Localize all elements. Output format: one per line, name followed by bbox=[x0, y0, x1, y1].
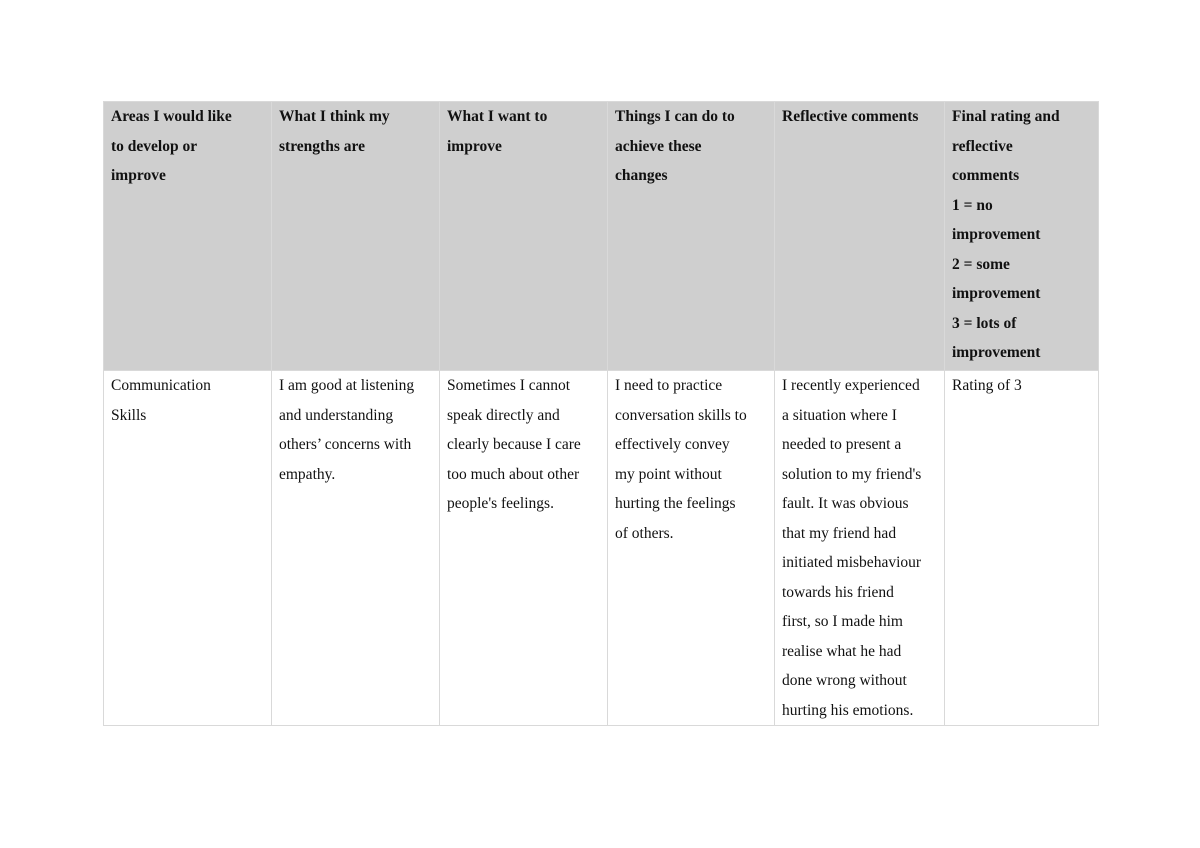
cell-line: effectively convey bbox=[615, 436, 730, 453]
header-line: 2 = some bbox=[952, 255, 1010, 273]
header-line: to develop or bbox=[111, 137, 198, 155]
cell-line: realise what he had bbox=[782, 642, 902, 660]
header-row bbox=[104, 102, 1099, 371]
cell-line: hurting the feelings bbox=[615, 495, 736, 512]
header-line: Final rating and bbox=[952, 108, 1060, 125]
reflection-table bbox=[103, 101, 1099, 726]
cell-line: too much about other bbox=[447, 465, 580, 483]
header-line: Reflective comments bbox=[782, 108, 919, 125]
cell-final-rating bbox=[945, 371, 1099, 726]
cell-line: hurting his emotions. bbox=[782, 701, 914, 719]
cell-line: Communication bbox=[111, 377, 211, 394]
header-line: Things I can do to bbox=[615, 108, 735, 125]
header-reflective-comments bbox=[775, 102, 945, 371]
cell-line: I need to practice bbox=[615, 377, 723, 394]
header-line: comments bbox=[952, 167, 1020, 184]
cell-line: conversation skills to bbox=[615, 406, 747, 424]
cell-want-to-improve bbox=[440, 371, 608, 726]
cell-line: my point without bbox=[615, 465, 722, 483]
cell-line: others’ concerns with bbox=[279, 436, 412, 453]
cell-line: and understanding bbox=[279, 406, 394, 424]
header-final-rating bbox=[945, 102, 1099, 371]
header-areas-to-develop bbox=[104, 102, 272, 371]
cell-line: Skills bbox=[111, 406, 147, 424]
header-line: Areas I would like bbox=[111, 108, 232, 125]
header-line: improve bbox=[447, 137, 502, 155]
header-line: changes bbox=[615, 167, 668, 184]
cell-line: that my friend had bbox=[782, 524, 897, 542]
cell-line: a situation where I bbox=[782, 406, 897, 424]
cell-line: first, so I made him bbox=[782, 613, 903, 630]
cell-line: clearly because I care bbox=[447, 436, 581, 453]
header-things-to-do bbox=[608, 102, 775, 371]
header-line: improvement bbox=[952, 226, 1041, 243]
header-line: 3 = lots of bbox=[952, 314, 1017, 332]
cell-line: initiated misbehaviour bbox=[782, 554, 922, 571]
header-want-to-improve bbox=[440, 102, 608, 371]
header-line: improve bbox=[111, 167, 166, 184]
cell-line: of others. bbox=[615, 524, 674, 542]
cell-strengths bbox=[272, 371, 440, 726]
cell-reflective-comments bbox=[775, 371, 945, 726]
header-line: improvement bbox=[952, 285, 1041, 302]
cell-line: I am good at listening bbox=[279, 377, 415, 394]
cell-line: towards his friend bbox=[782, 583, 894, 601]
header-line: What I think my bbox=[279, 108, 390, 125]
header-line: reflective bbox=[952, 137, 1013, 155]
cell-line: empathy. bbox=[279, 465, 336, 483]
header-line: 1 = no bbox=[952, 196, 993, 214]
cell-things-to-do bbox=[608, 371, 775, 726]
cell-line: fault. It was obvious bbox=[782, 495, 909, 512]
cell-line: Rating of 3 bbox=[952, 377, 1022, 394]
header-line: improvement bbox=[952, 344, 1041, 361]
header-strengths bbox=[272, 102, 440, 371]
header-line: strengths are bbox=[279, 137, 365, 155]
cell-area bbox=[104, 371, 272, 726]
cell-line: speak directly and bbox=[447, 406, 560, 424]
cell-line: I recently experienced bbox=[782, 377, 920, 394]
table-row bbox=[104, 371, 1099, 726]
header-line: What I want to bbox=[447, 108, 548, 125]
cell-line: Sometimes I cannot bbox=[447, 377, 571, 394]
header-line: achieve these bbox=[615, 137, 702, 155]
cell-line: needed to present a bbox=[782, 436, 902, 453]
cell-line: done wrong without bbox=[782, 672, 907, 689]
cell-line: solution to my friend's bbox=[782, 465, 922, 483]
cell-line: people's feelings. bbox=[447, 495, 554, 512]
